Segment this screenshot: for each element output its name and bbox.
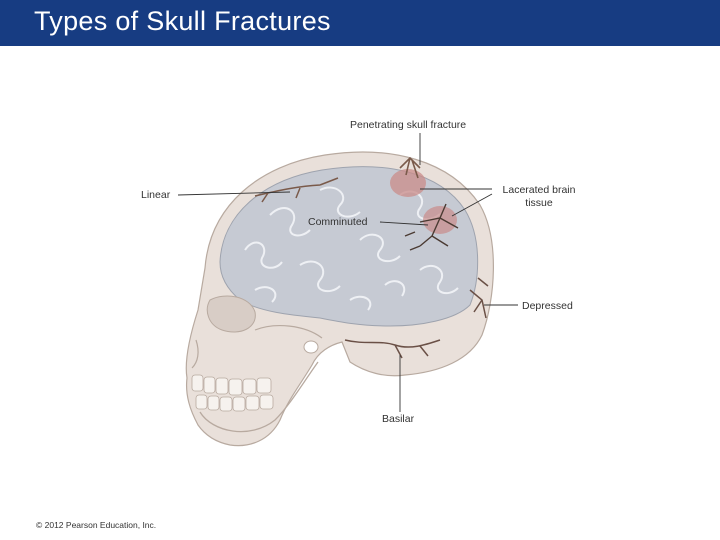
label-penetrating: Penetrating skull fracture [350, 119, 467, 131]
label-lacerated-line2: tissue [525, 197, 553, 209]
label-basilar: Basilar [382, 413, 415, 425]
label-lacerated [494, 184, 584, 210]
label-comminuted: Comminuted [308, 216, 368, 228]
label-depressed: Depressed [522, 300, 573, 312]
label-lacerated-line1: Lacerated brain [502, 184, 576, 196]
label-linear: Linear [141, 189, 171, 201]
title-bar [0, 0, 720, 46]
page-title: Types of Skull Fractures [34, 6, 331, 36]
ear-canal [304, 341, 318, 353]
laceration-upper [390, 169, 426, 197]
copyright-notice: © 2012 Pearson Education, Inc. [36, 520, 157, 530]
